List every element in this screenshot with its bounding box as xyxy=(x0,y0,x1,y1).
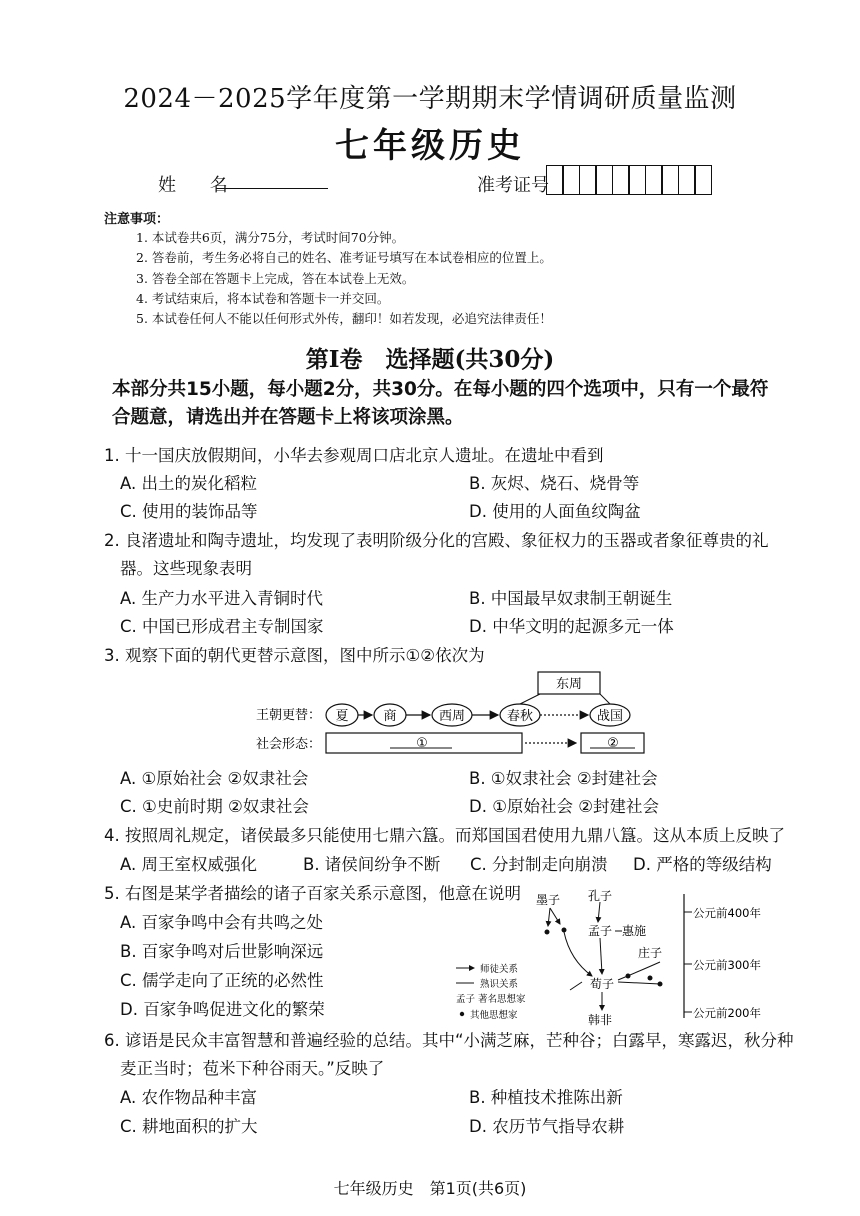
q1-option-a[interactable]: A. 出土的炭化稻粒 xyxy=(120,474,257,493)
question-6-stem: 6. 谚语是民众丰富智慧和普遍经验的总结。其中“小满芝麻，芒种谷；白露早，寒露迟，秋分种 xyxy=(104,1031,794,1050)
schools-diagram xyxy=(452,880,772,1026)
note-item: 4. 考试结束后，将本试卷和答题卡一并交回。 xyxy=(136,290,390,306)
q5-option-d[interactable]: D. 百家争鸣促进文化的繁荣 xyxy=(120,1000,325,1019)
q2-option-c[interactable]: C. 中国已形成君主专制国家 xyxy=(120,617,324,636)
q2-option-b[interactable]: B. 中国最早奴隶制王朝诞生 xyxy=(469,589,673,608)
person-mengzi: 孟子 xyxy=(588,924,613,938)
q6-option-d[interactable]: D. 农历节气指导农耕 xyxy=(469,1117,625,1136)
person-mozi: 墨子 xyxy=(536,893,561,907)
name-label: 姓 名 xyxy=(158,175,242,196)
dynasty-label: 夏 xyxy=(335,709,349,724)
notes-heading: 注意事项： xyxy=(104,212,170,227)
dynasty-label: 春秋 xyxy=(506,709,534,724)
blank-2-label: ② xyxy=(607,736,619,751)
row-label-dynasty: 王朝更替： xyxy=(256,708,322,723)
question-2-stem-cont: 器。这些现象表明 xyxy=(120,559,252,578)
timeline-label: 公元前400年 xyxy=(693,906,761,920)
legend-item: 熟识关系 xyxy=(480,979,519,990)
q2-option-d[interactable]: D. 中华文明的起源多元一体 xyxy=(469,617,674,636)
dynasty-label: 战国 xyxy=(596,709,624,724)
question-4-stem: 4. 按照周礼规定，诸侯最多只能使用七鼎六簋。而郑国国君使用九鼎八簋。这从本质上反映了 xyxy=(104,826,785,845)
q4-option-b[interactable]: B. 诸侯间纷争不断 xyxy=(303,855,441,874)
exam-title: 2024－2025学年度第一学期期末学情调研质量监测 xyxy=(123,84,737,114)
note-item: 5. 本试卷任何人不能以任何形式外传，翻印！如若发现，必追究法律责任！ xyxy=(136,311,552,327)
q5-option-a[interactable]: A. 百家争鸣中会有共鸣之处 xyxy=(120,913,323,932)
person-kongzi: 孔子 xyxy=(588,889,613,903)
question-6-stem-cont: 麦正当时；苞米下种谷雨天。”反映了 xyxy=(120,1059,385,1078)
q3-option-a[interactable]: A. ①原始社会 ②奴隶社会 xyxy=(120,769,309,788)
note-item: 2. 答卷前，考生务必将自己的姓名、准考证号填写在本试卷相应的位置上。 xyxy=(136,250,552,266)
person-hanfei: 韩非 xyxy=(588,1013,613,1026)
q4-option-c[interactable]: C. 分封制走向崩溃 xyxy=(470,855,608,874)
q5-option-c[interactable]: C. 儒学走向了正统的必然性 xyxy=(120,971,324,990)
q4-option-a[interactable]: A. 周王室权威强化 xyxy=(120,855,257,874)
q1-option-b[interactable]: B. 灰烬、烧石、烧骨等 xyxy=(469,474,640,493)
q6-option-c[interactable]: C. 耕地面积的扩大 xyxy=(120,1117,258,1136)
subject-title: 七年级历史 xyxy=(335,126,525,166)
q6-option-b[interactable]: B. 种植技术推陈出新 xyxy=(469,1088,623,1107)
timeline-label: 公元前200年 xyxy=(693,1006,761,1020)
dynasty-diagram xyxy=(240,670,660,762)
q4-option-d[interactable]: D. 严格的等级结构 xyxy=(633,855,772,874)
legend-item: 孟子 著名思想家 xyxy=(456,994,526,1005)
timeline-label: 公元前300年 xyxy=(693,958,761,972)
question-5-stem: 5. 右图是某学者描绘的诸子百家关系示意图，他意在说明 xyxy=(104,884,521,903)
legend-item: 师徒关系 xyxy=(480,964,519,975)
row-label-society: 社会形态： xyxy=(256,737,322,752)
dynasty-label: 商 xyxy=(383,709,397,724)
person-zhuangzi: 庄子 xyxy=(638,946,663,960)
section-intro: 本部分共15小题，每小题2分，共30分。在每小题的四个选项中，只有一个最符合题意，请选出并在答题卡上将该项涂黑。 xyxy=(112,379,769,428)
q3-option-d[interactable]: D. ①原始社会 ②封建社会 xyxy=(469,797,660,816)
notes-list xyxy=(136,228,552,329)
section-title: 第Ⅰ卷 选择题(共30分) xyxy=(305,346,555,373)
exam-number-boxes[interactable] xyxy=(547,165,712,195)
question-3-stem: 3. 观察下面的朝代更替示意图，图中所示①②依次为 xyxy=(104,646,485,665)
person-huishi: 惠施 xyxy=(622,924,647,938)
exam-number-label: 准考证号 xyxy=(477,175,549,196)
q1-option-d[interactable]: D. 使用的人面鱼纹陶盆 xyxy=(469,502,641,521)
person-xunzi: 荀子 xyxy=(590,977,615,991)
note-item: 3. 答卷全部在答题卡上完成，答在本试卷上无效。 xyxy=(136,270,415,286)
question-2-stem: 2. 良渚遗址和陶寺遗址，均发现了表明阶级分化的宫殿、象征权力的玉器或者象征尊贵的礼 xyxy=(104,531,769,550)
legend-item: 其他思想家 xyxy=(470,1010,518,1021)
note-item: 1. 本试卷共6页，满分75分，考试时间70分钟。 xyxy=(136,230,405,245)
blank-1-label: ① xyxy=(416,736,428,751)
q5-option-b[interactable]: B. 百家争鸣对后世影响深远 xyxy=(120,942,324,961)
q6-option-a[interactable]: A. 农作物品种丰富 xyxy=(120,1088,257,1107)
eastern-zhou-label: 东周 xyxy=(555,677,583,692)
question-1-stem: 1. 十一国庆放假期间，小华去参观周口店北京人遗址。在遗址中看到 xyxy=(104,446,604,465)
name-blank-line[interactable] xyxy=(216,188,328,189)
dynasty-label: 西周 xyxy=(438,709,466,724)
q1-option-c[interactable]: C. 使用的装饰品等 xyxy=(120,502,258,521)
q3-option-b[interactable]: B. ①奴隶社会 ②封建社会 xyxy=(469,769,658,788)
q3-option-c[interactable]: C. ①史前时期 ②奴隶社会 xyxy=(120,797,309,816)
q2-option-a[interactable]: A. 生产力水平进入青铜时代 xyxy=(120,589,323,608)
page-footer: 七年级历史 第1页(共6页) xyxy=(333,1179,527,1198)
